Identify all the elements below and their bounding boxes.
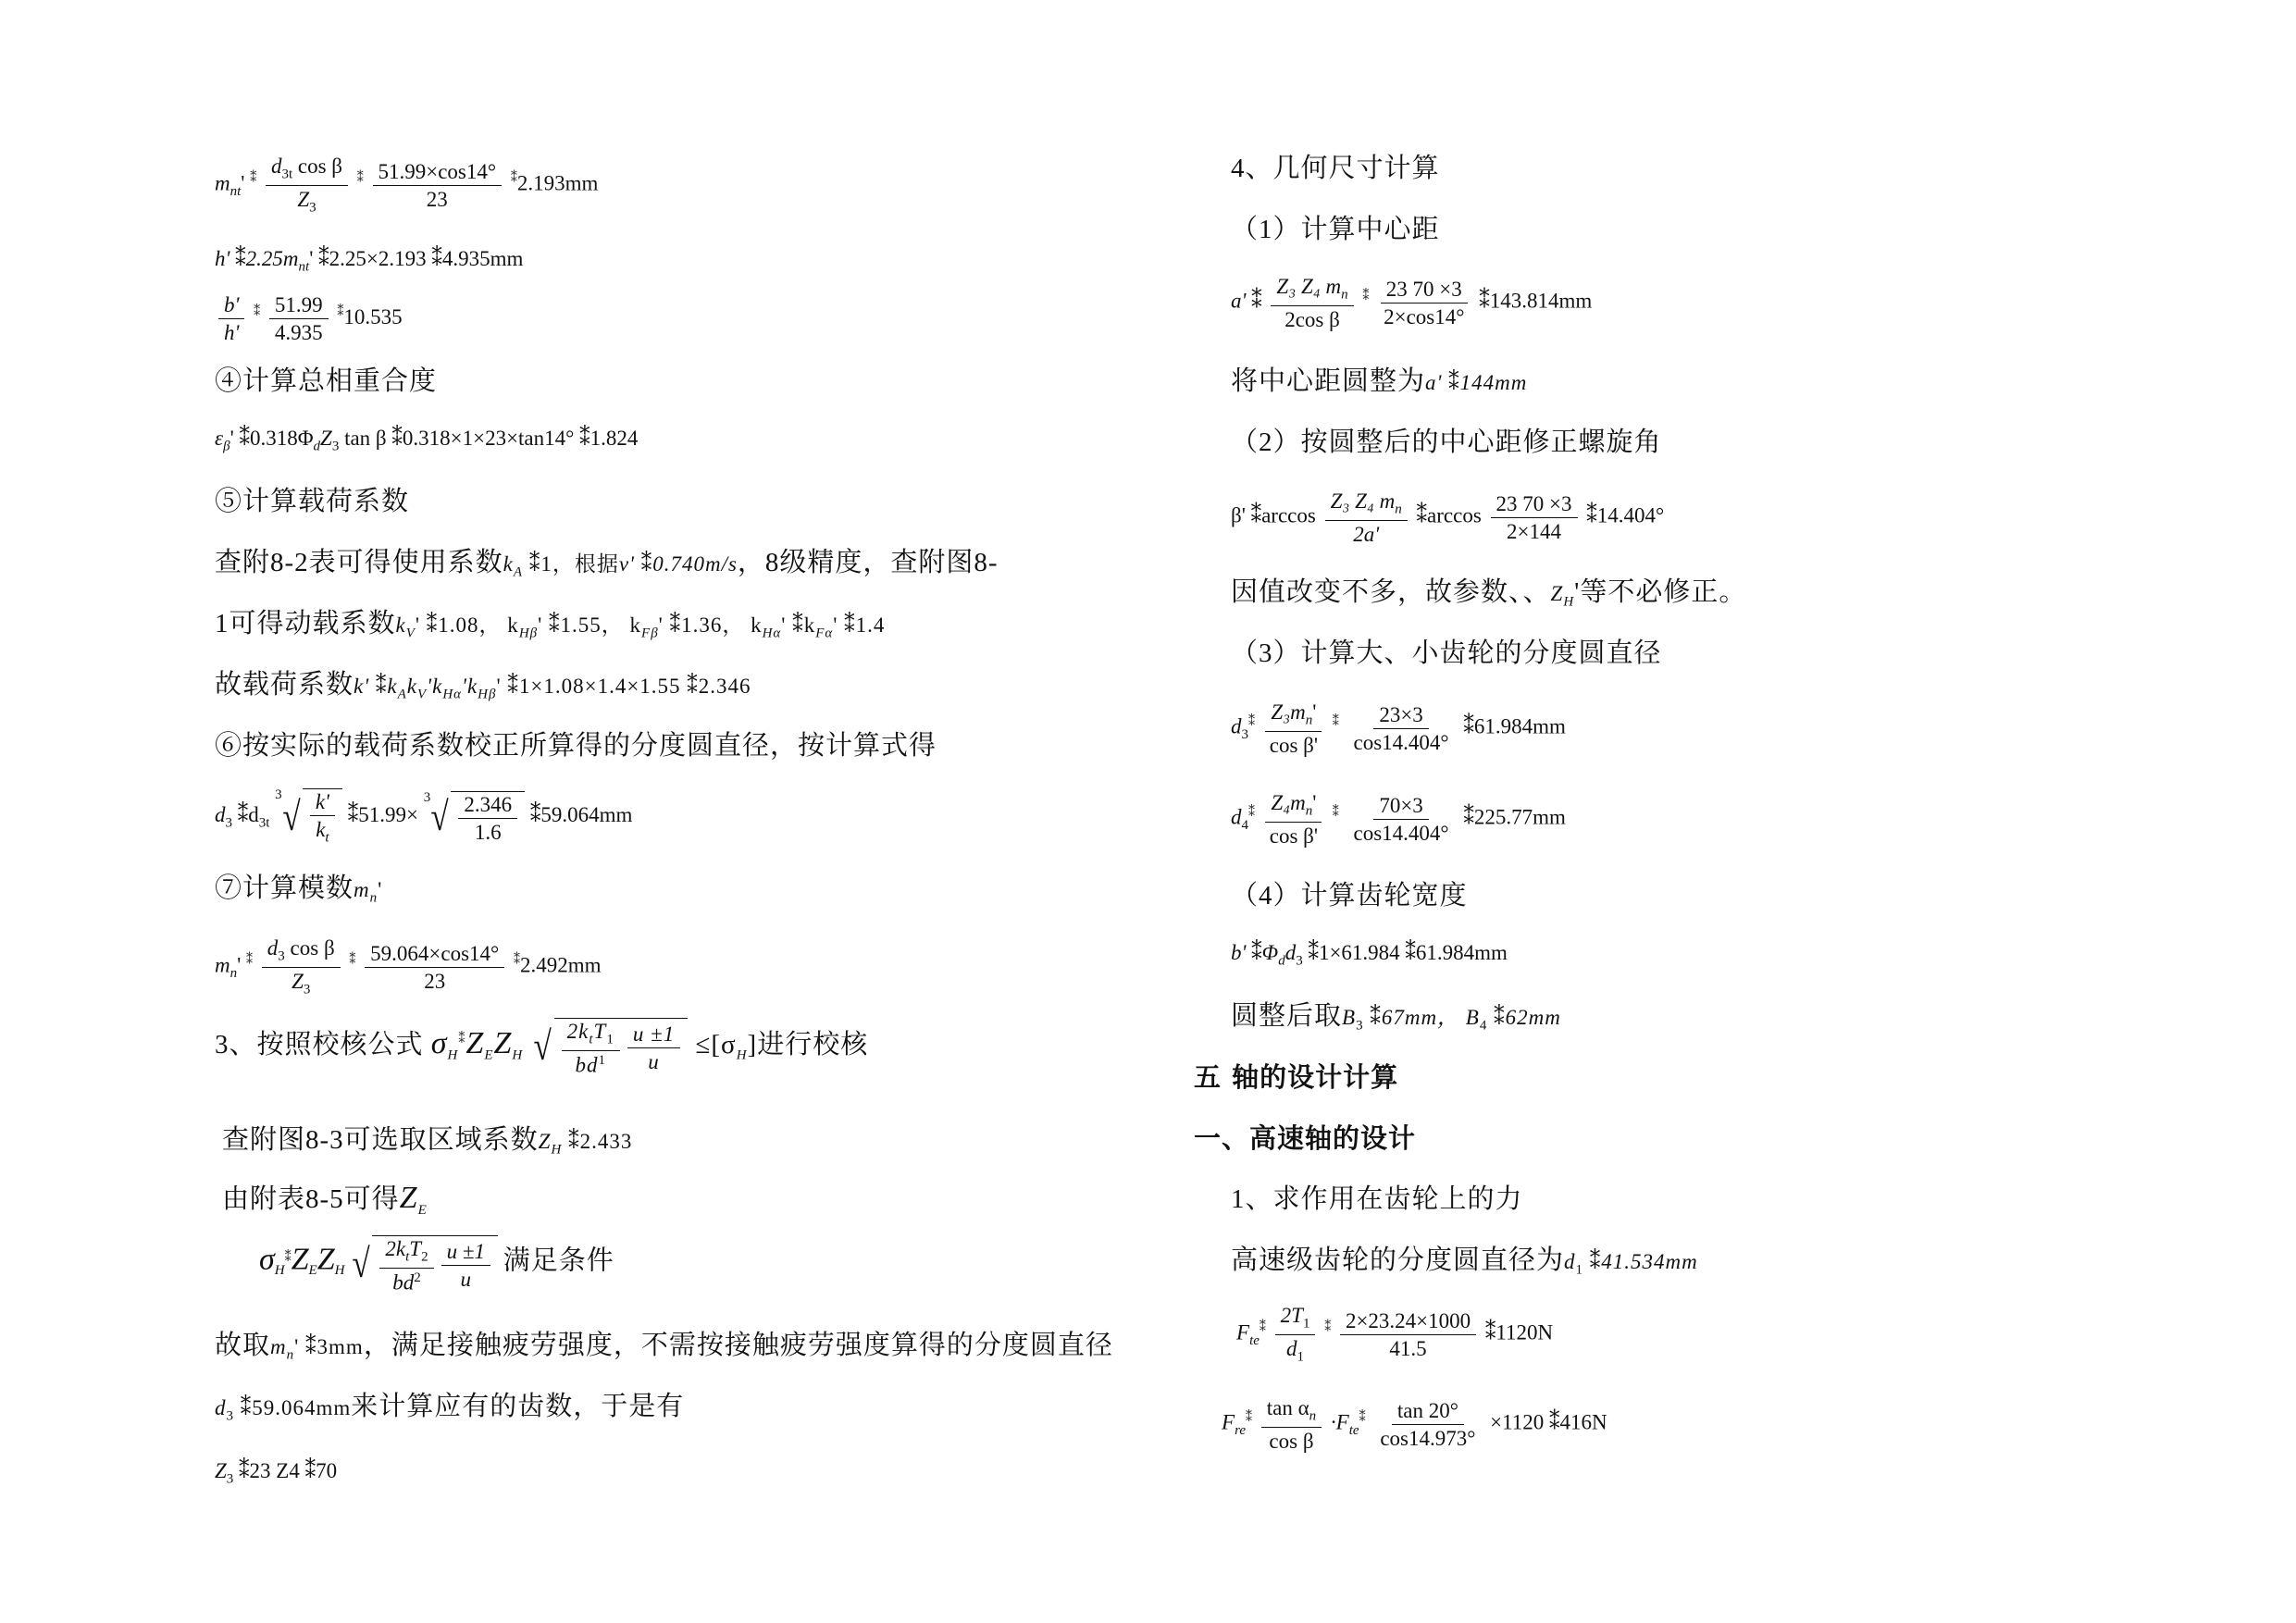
heading-overlap-ratio: ④计算总相重合度 — [215, 366, 438, 396]
formula-mn: $m_n'$ ⁑ $\frac{d_3 \cos \beta}{Z_3}$ ⁑ $\frac{59.064\times\cos 14^\circ}{23}$ ⁑2.492mm — [215, 936, 602, 997]
section-high-speed-shaft: 一、高速轴的设计 — [1194, 1122, 1417, 1154]
para-dynamic-factor: 1可得动载系数$k_V'$ ⁑1.08， $k_{H\beta}'$ ⁑1.55， $k_{F\beta}'$ ⁑1.36， $k_{H\alpha}'$ $⁑k_{F\alpha}'$ ⁑1.4 — [215, 609, 886, 641]
formula-mnt: $m_{nt}'$ ⁑ $\frac{d_{3t} \cos \beta}{Z_3}$ ⁑ $\frac{51.99\times\cos 14^\circ}{23}$ ⁑2.193mm — [215, 155, 599, 216]
formula-sigma-check: $\sigma_H^⁑Z_EZ_H$ √ $\frac{2k_tT_2}{bd^2}$ $\frac{u \pm 1}{u}$ 满足条件 — [259, 1237, 614, 1295]
formula-face-width: b' $⁑\Phi_dd_3$ ⁑1×61.984 ⁑61.984mm — [1231, 941, 1508, 969]
heading-module: ⑦计算模数$m_n'$ — [215, 873, 383, 906]
heading-correct-diameter: ⑥按实际的载荷系数校正所算得的分度圆直径，按计算式得 — [215, 731, 937, 761]
para-d3-value: $d_3$ ⁑59.064mm来计算应有的齿数，于是有 — [215, 1392, 685, 1424]
heading-center-distance: （1）计算中心距 — [1231, 215, 1440, 244]
formula-d4-right: $d_4^⁑$ $\frac{Z_4m_n'}{\text{cos β'}}$ ⁑ $\frac{70\times 3}{\cos 14.404^\circ}$ ⁑225.77mm — [1231, 791, 1566, 848]
heading-gear-forces: 1、求作用在齿轮上的力 — [1231, 1184, 1523, 1214]
heading-face-width: （4）计算齿轮宽度 — [1231, 881, 1468, 911]
para-round-width: 圆整后取$B_3$ ⁑67mm， $B_4$ ⁑62mm — [1231, 1001, 1561, 1034]
heading-correct-helix: （2）按圆整后的中心距修正螺旋角 — [1231, 427, 1662, 457]
formula-center-distance: a' ⁑ $\frac{Z_3 Z_4 m_n}{\text{2cos β}}$ ⁑ $\frac{23 70 \times 3}{2\times\cos 14^\circ}$ ⁑143.814mm — [1231, 275, 1593, 331]
formula-epsilon: $\varepsilon_\beta'$ $⁑0.318\Phi_dZ_3$ tan β ⁑0.318×1×23×tan14° ⁑1.824 — [215, 427, 639, 454]
para-round-center: 将中心距圆整为a' ⁑144mm — [1231, 366, 1528, 396]
para-load-factor: 故载荷系数k' $⁑k_Ak_V'k_{H\alpha}'k_{H\beta}'$ ⁑1×1.08×1.4×1.55 ⁑2.346 — [215, 670, 751, 702]
formula-h: h' $⁑2.25m_{nt}'$ ⁑2.25×2.193 ⁑4.935mm — [215, 247, 524, 275]
para-zone-factor: 查附图8-3可选取区域系数$Z_H$ ⁑2.433 — [222, 1125, 633, 1158]
heading-load-factor: ⑤计算载荷系数 — [215, 487, 410, 516]
para-usage-factor: 查附8-2表可得使用系数$k_A$ ⁑1，根据v' ⁑0.740m/s，8级精度，查附图8- — [215, 548, 999, 580]
para-take-module: 故取$m_n'$ ⁑3mm，满足接触疲劳强度，不需按接触疲劳强度算得的分度圆直径 — [215, 1331, 1113, 1363]
section-shaft-design: 五 轴的设计计算 — [1194, 1061, 1399, 1093]
para-elastic-factor: 由附表8-5可得$Z_E$ — [222, 1181, 428, 1218]
heading-pitch-diameters: （3）计算大、小齿轮的分度圆直径 — [1231, 638, 1662, 668]
formula-tangential-force: $F_{te}^⁑$ $\frac{2T_1}{d_1}$ ⁑ $\frac{2\times 23.24\times 1000}{41.5}$ ⁑1120N — [1236, 1304, 1554, 1365]
heading-geometry: 4、几何尺寸计算 — [1231, 154, 1440, 183]
formula-helix-angle: β' ⁑arccos $\frac{Z_3 Z_4 m_n}{2a'}$ ⁑arccos $\frac{23 70 \times 3}{2\times 144}$ ⁑14.404° — [1231, 489, 1665, 546]
formula-d3: $d_3$ $⁑d_{3t}$ 3 √ $\frac{k'}{k_t}$ ⁑51.99× 3 √ $\frac{2.346}{1.6}$ ⁑59.064mm — [215, 787, 633, 846]
formula-radial-force: $F_{re}^⁑$ $\frac{\tan \alpha_n}{\text{cos β}}$ $\cdot F_{te}^⁑$ $\frac{\tan 20^\circ}{\cos 14.973^\circ}$ ×1120 ⁑416N — [1222, 1396, 1607, 1453]
formula-b-over-h: $\frac{b'}{h'}$ ⁑ $\frac{51.99}{4.935}$ ⁑10.535 — [215, 294, 403, 343]
formula-d3-right: $d_3^⁑$ $\frac{Z_3m_n'}{\text{cos β'}}$ ⁑ $\frac{23\times 3}{\cos 14.404^\circ}$ ⁑61.984mm — [1231, 700, 1566, 757]
formula-teeth: $Z_3$ ⁑23 Z4 ⁑70 — [215, 1459, 338, 1487]
para-high-speed-diameter: 高速级齿轮的分度圆直径为$d_1$ ⁑41.534mm — [1231, 1245, 1698, 1278]
para-no-correction: 因值改变不多，故参数、、$Z_H'$等不必修正。 — [1231, 577, 1747, 610]
heading-check-formula: 3、按照校核公式 $\sigma_H^⁑Z_EZ_H$ √ $\frac{2k_tT_1}{bd^1}$ $\frac{u \pm 1}{u}$ $\le[\sigma_H]$进行校核 — [215, 1020, 869, 1077]
